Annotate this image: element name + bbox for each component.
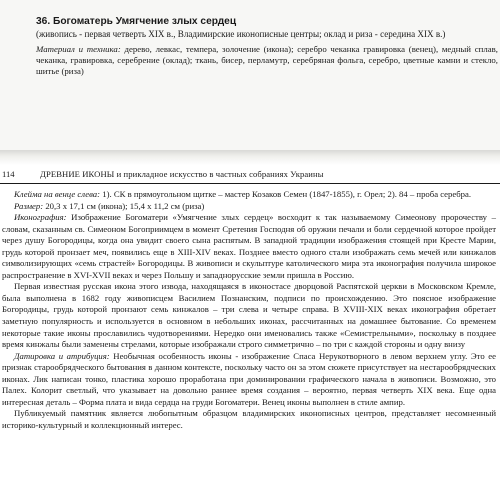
header-rule — [0, 183, 500, 184]
paragraph-text: Необычная особенность иконы - изображение Спаса Нерукотворного в левом верхнем углу. Это ее признак старообрядческого бытования в данном контексте, поскольку часто он за этом сюжете присутствует на нестарообрядческих иконах. Лик написан тонко, пластика хорошо проработана при доминировании графического начала в живописи. Возможно, это Палех. Колорит светлый, что указывает на довольно раннее время создания – вероятно, первая четверть XIX века. Еще одна интересная деталь – Форма плата и вида сердца на груди Богоматери. Венец иконы выполнен в стиле ампир. — [2, 350, 496, 407]
running-header — [0, 169, 500, 183]
paragraph-stamps — [2, 189, 496, 201]
paragraph-label: Клейма на венце слева: — [14, 189, 101, 199]
paragraph-conclusion — [2, 408, 496, 431]
materials-paragraph — [36, 44, 498, 78]
paragraph-label: Иконография: — [14, 212, 67, 223]
paragraph-size — [2, 201, 496, 213]
materials-label: Материал и техника: — [36, 44, 121, 54]
paragraph-text: Публикуемый памятник является любопытным образцом владимирских иконописных центров, представляет несомненный историко-культурный и коллекционный интерес. — [2, 408, 496, 430]
catalog-entry-title: 36. Богоматерь Умягчение злых сердец — [36, 16, 237, 27]
paragraph-label: Датировка и атрибуция: — [14, 350, 110, 361]
paragraph-text: 20,3 х 17,1 см (икона); 15,4 х 11,2 см (риза) — [43, 200, 205, 211]
paragraph-text: Первая известная русская икона этого извода, находящаяся в иконостасе дворцовой Распятской церкви в Московском Кремле, была выполнена в 1682 году живописцем Василием Познанским, подписи по происхождению. Это поясное изображение Богородицы, грудь которой пронзают семь кинжалов – три слева и четыре справа. В XVIII-XIX веках иконография обретает заметную популярность и используется в основном в небольших иконах, рассчитанных на домашнее бытование. Со временем некоторые такие иконы прославились чудотворениями. Нередко они именовались также «Семистрельными», поскольку в позднее время кинжалы были заменены стрелами, которые изображали строго симметрично – по три с каждой стороны и одну внизу — [2, 281, 496, 350]
running-title: ДРЕВНИЕ ИКОНЫ и прикладное искусство в частных собраниях Украины — [40, 169, 324, 179]
book-page — [0, 165, 500, 499]
paragraph-text: Изображение Богоматери «Умягчение злых сердец» восходит к так называемому Симеонову пророчеству – словам, сказанным св. Симеоном Богоприимцем в момент Сретения Господня об оружии печали и боли сердечной которое пройдет через душу Богородицы, когда она увидит своего сына распятым. В западной традиции изображения стоящей при Кресте Марии, грудь которой пронзает меч, появились еще в XIII-XIV веках. Позднее вместо одного стали изображать семь мечей или кинжалов символизирующих «семь страстей» Богородицы. В живописи и скульптуре католического мира эта иконография получила широкое распространение в XVI-XVII веках и через Польшу и западнорусские земли пришла в Россию. — [2, 212, 496, 280]
paragraph-dating — [2, 351, 496, 409]
paragraph-iconography — [2, 212, 496, 281]
page-number: 114 — [2, 169, 15, 179]
catalog-entry-subtitle: (живопись - первая четверть XIX в., Владимирские иконописные центры; оклад и риза - середина XIX в.) — [36, 29, 446, 39]
page-gap — [0, 150, 500, 165]
paragraph-label: Размер: — [14, 200, 44, 211]
page-body — [2, 189, 496, 431]
paragraph-text: 1). СК в прямоугольном щитке – мастер Козаков Семен (1847-1855), г. Орел; 2). 84 – проба серебра. — [100, 189, 472, 199]
materials-text: дерево, левкас, темпера, золочение (икона); серебро чеканка гравировка (венец), медный сплав, чеканка, гравировка, серебрение (оклад); ткань, бисер, перламутр, серебряная фольга, серебро, цветные камни и стекло, шитье (риза) — [36, 44, 498, 77]
previous-page-fragment — [0, 0, 500, 150]
paragraph-history — [2, 281, 496, 350]
